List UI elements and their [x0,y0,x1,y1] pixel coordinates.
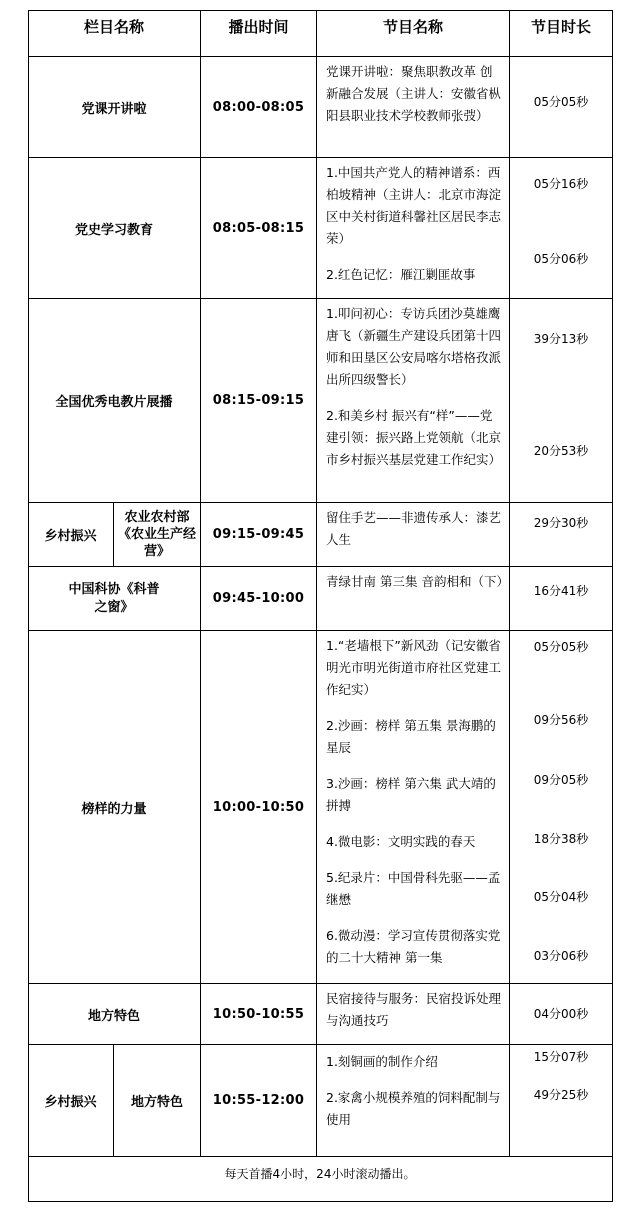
duration-item: 18分38秒 [533,832,589,846]
row-air-time [201,503,317,567]
duration-item: 29分30秒 [533,516,589,530]
row-air-time [201,158,317,299]
duration-item: 39分13秒 [533,332,589,346]
program-item: 1.中国共产党人的精神谱系：西柏坡精神（主讲人：北京市海淀区中关村街道科馨社区居民李志荣） [326,165,502,246]
program-item: 2.和美乡村 振兴有“样”——党建引领：振兴路上党领航（北京市乡村振兴基层党建工作纪实） [326,408,502,467]
column-name-text: 乡村振兴 [44,529,97,544]
row-programs [317,299,510,503]
duration-item: 49分25秒 [533,1088,589,1102]
row-air-time [201,631,317,984]
footer-note [28,1157,613,1202]
column-name-text: 乡村振兴 [44,1095,97,1110]
duration-item: 05分05秒 [533,640,589,654]
program-item: 3.沙画：榜样 第六集 武大靖的拼搏 [326,776,496,813]
header-air-time [201,10,317,57]
air-time-text: 08:15-09:15 [212,393,305,408]
row-durations [510,567,613,631]
row-durations [510,299,613,503]
row-column-name [28,158,201,299]
row-durations [510,984,613,1045]
program-item: 民宿接待与服务：民宿投诉处理与沟通技巧 [326,991,502,1028]
footer-note-text: 每天首播4小时，24小时滚动播出。 [224,1167,416,1181]
row-air-time [201,299,317,503]
air-time-text: 09:15-09:45 [212,527,305,542]
air-time-text: 08:05-08:15 [212,220,305,236]
row-air-time [201,567,317,631]
duration-item: 05分04秒 [533,890,589,904]
duration-item: 05分05秒 [533,95,589,109]
program-item: 4.微电影：文明实践的春天 [326,834,476,849]
row-column-name [28,57,201,158]
row-column-name [28,299,201,503]
header-duration-label: 节目时长 [530,18,591,36]
header-program-name-label: 节目名称 [382,18,443,36]
schedule-table [28,10,613,1202]
air-time-text: 09:45-10:00 [212,591,305,606]
duration-item: 15分07秒 [533,1050,589,1064]
duration-item: 09分05秒 [533,773,589,787]
program-item: 留住手艺——非遗传承人：漆艺人生 [326,510,502,547]
row-programs [317,503,510,567]
program-item: 1.刻铜画的制作介绍 [326,1054,438,1069]
header-column-name [28,10,201,57]
duration-item: 03分06秒 [533,949,589,963]
row-durations [510,631,613,984]
row-sub-column-name [114,1045,201,1157]
row-column-name [28,567,201,631]
row-column-name [28,1045,114,1157]
header-duration [510,10,613,57]
row-programs [317,57,510,158]
column-name-text: 地方特色 [87,1008,140,1024]
row-column-name [28,631,201,984]
row-programs [317,984,510,1045]
header-column-name-label: 栏目名称 [83,18,144,36]
duration-item: 09分56秒 [533,713,589,727]
program-item: 2.沙画：榜样 第五集 景海鹏的星辰 [326,718,496,755]
row-column-name [28,503,114,567]
duration-item: 16分41秒 [533,584,589,598]
duration-item: 04分00秒 [533,1007,589,1021]
header-air-time-label: 播出时间 [228,18,289,36]
program-item: 青绿甘南 第三集 音韵相和（下） [326,574,509,589]
row-durations [510,158,613,299]
row-air-time [201,984,317,1045]
air-time-text: 10:00-10:50 [212,799,305,815]
program-item: 1.“老墙根下”新风劲（记安徽省明光市明光街道市府社区党建工作纪实） [326,638,502,697]
row-programs [317,567,510,631]
program-item: 2.家禽小规模养殖的饲料配制与使用 [326,1090,501,1127]
header-program-name [317,10,510,57]
air-time-text: 08:00-08:05 [212,99,305,115]
duration-item: 05分06秒 [533,252,589,266]
row-sub-column-name [114,503,201,567]
row-durations [510,57,613,158]
row-durations [510,503,613,567]
air-time-text: 10:50-10:55 [212,1006,305,1022]
column-name-text: 中国科协《科普之窗》 [68,581,160,615]
program-item: 6.微动漫：学习宣传贯彻落实党的二十大精神 第一集 [326,928,501,965]
program-item: 2.红色记忆：雁江剿匪故事 [326,267,476,282]
program-item: 1.叩问初心：专访兵团沙莫雄鹰唐飞（新疆生产建设兵团第十四师和田垦区公安局喀尔塔格孜派出所四级警长） [326,306,502,387]
row-air-time [201,57,317,158]
column-name-text: 全国优秀电教片展播 [55,395,173,410]
row-programs [317,158,510,299]
column-name-text: 榜样的力量 [81,801,147,817]
row-column-name [28,984,201,1045]
duration-item: 05分16秒 [533,177,589,191]
sub-column-name-text: 地方特色 [130,1095,183,1110]
air-time-text: 10:55-12:00 [212,1093,305,1108]
program-item: 党课开讲啦：聚焦职教改革 创新融合发展（主讲人：安徽省枞阳县职业技术学校教师张弢） [326,64,502,123]
row-durations [510,1045,613,1157]
duration-item: 20分53秒 [533,444,589,458]
program-item: 5.纪录片：中国骨科先驱——孟继懋 [326,870,501,907]
row-programs [317,631,510,984]
row-programs [317,1045,510,1157]
column-name-text: 党课开讲啦 [81,101,147,117]
row-air-time [201,1045,317,1157]
column-name-text: 党史学习教育 [74,222,153,238]
sub-column-name-text: 农业农村部《农业生产经营》 [118,510,197,559]
